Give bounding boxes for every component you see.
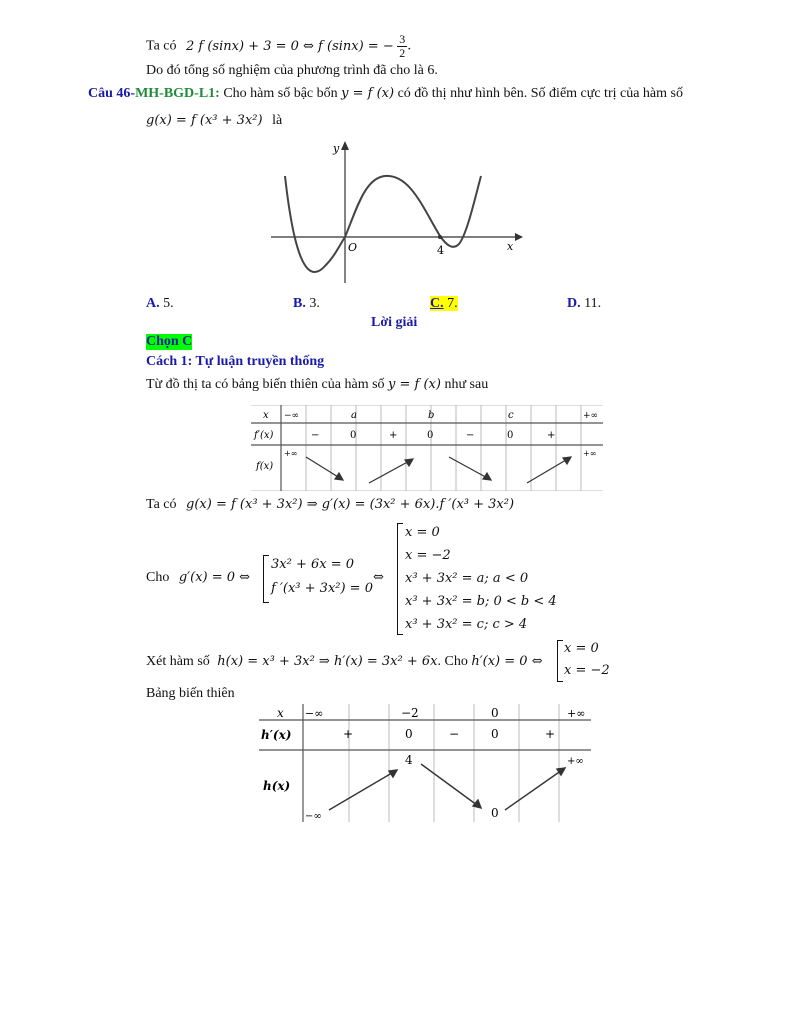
t2-h-neginf: −∞ xyxy=(305,811,322,822)
solution-heading: Lời giải xyxy=(371,315,418,330)
ta-co-text: Ta có xyxy=(146,497,177,512)
x-axis-arrow xyxy=(515,233,523,241)
t2-hp-label: h′(x) xyxy=(261,728,292,742)
t1-fp-3: 0 xyxy=(427,430,434,441)
system-2-eq-3: x³ + 3x² = a; a < 0 xyxy=(405,571,529,586)
chosen-answer: Chọn C xyxy=(146,334,193,349)
t1-x-b: b xyxy=(428,410,435,421)
tick-label-4: 4 xyxy=(437,244,444,257)
iff-symbol: ⇔ xyxy=(373,570,384,585)
t2-h-max: 4 xyxy=(405,753,413,767)
answer-letter: D. xyxy=(567,296,581,311)
answer-value: 3. xyxy=(309,296,320,311)
intro-math: y = f (x) xyxy=(388,377,441,392)
cho-line xyxy=(146,570,250,586)
prev-equation: 2 f (sinx) + 3 = 0 ⇔ f (sinx) = − xyxy=(186,38,394,54)
frac-num: 3 xyxy=(399,32,406,46)
answer-letter: C. xyxy=(430,296,444,311)
system-3-bracket xyxy=(557,640,563,682)
cho-text: Cho xyxy=(146,570,170,585)
answer-c[interactable] xyxy=(430,296,458,312)
question-text-1: Cho hàm số bậc bốn xyxy=(223,86,338,101)
quartic-curve xyxy=(285,176,481,272)
system-2-bracket xyxy=(397,523,403,635)
t2-x-posinf: +∞ xyxy=(567,707,586,720)
y-axis-label: y xyxy=(333,142,340,155)
t1-fp-4: − xyxy=(466,430,475,441)
t1-f-end: +∞ xyxy=(583,449,597,458)
t1-x-c: c xyxy=(508,410,514,421)
answer-highlight xyxy=(430,296,458,311)
answer-a[interactable] xyxy=(146,296,174,312)
t1-fp-1: 0 xyxy=(350,430,357,441)
question-header xyxy=(88,86,683,102)
t1-arrowhead xyxy=(563,457,571,464)
question-code: MH-BGD-L1: xyxy=(135,86,220,101)
system-1-bracket xyxy=(263,555,269,603)
solution-intro xyxy=(146,377,488,393)
question-math-2: g(x) = f (x³ + 3x²) xyxy=(146,113,263,128)
variation-table-h xyxy=(259,704,591,822)
t1-fp-label: f′(x) xyxy=(254,430,274,441)
t1-x-a: a xyxy=(351,410,357,421)
answer-b[interactable] xyxy=(293,296,320,312)
bbt-label: Bảng biến thiên xyxy=(146,686,235,701)
t2-arrow-up-2 xyxy=(505,768,565,810)
t1-fp-6: + xyxy=(547,430,556,441)
system-2-eq-4: x³ + 3x² = b; 0 < b < 4 xyxy=(405,594,557,609)
prev-fraction xyxy=(397,33,407,60)
t1-fp-2: + xyxy=(389,430,398,441)
x-axis-label: x xyxy=(507,240,514,253)
xet-line xyxy=(146,654,543,670)
xet-cho-equation: h′(x) = 0 ⇔ xyxy=(471,654,543,669)
t2-x-neginf: −∞ xyxy=(305,707,324,720)
t2-arrow-down xyxy=(421,764,481,808)
t1-x-posinf: +∞ xyxy=(583,411,599,421)
t1-x-label: x xyxy=(263,410,269,421)
question-text-3: là xyxy=(272,113,283,128)
system-1-eq-2: f ′(x³ + 3x²) = 0 xyxy=(271,581,373,596)
t2-hp-1: 0 xyxy=(405,727,413,741)
question-math-1: y = f (x) xyxy=(341,86,395,101)
t2-x-label: x xyxy=(277,706,284,720)
answer-d[interactable] xyxy=(567,296,601,312)
t1-fp-0: − xyxy=(311,430,320,441)
t2-arrowhead xyxy=(557,768,565,775)
t2-h-min: 0 xyxy=(491,806,499,820)
xet-equation: h(x) = x³ + 3x² ⇒ h′(x) = 3x² + 6x xyxy=(217,654,438,669)
t2-hp-4: + xyxy=(545,727,556,741)
system-3-eq-2: x = −2 xyxy=(564,663,610,678)
intro-end: như sau xyxy=(444,377,489,392)
function-graph xyxy=(265,138,525,288)
answer-letter: B. xyxy=(293,296,306,311)
variation-table-f xyxy=(251,405,603,491)
t2-h-label: h(x) xyxy=(263,779,291,793)
t2-x-0: 0 xyxy=(491,706,499,720)
derivative-equation: g(x) = f (x³ + 3x²) ⇒ g′(x) = (3x² + 6x).f ′(x³ + 3x²) xyxy=(186,497,515,512)
answer-value: 11. xyxy=(584,296,602,311)
question-number: Câu 46- xyxy=(88,86,136,101)
t1-arrowhead xyxy=(483,473,491,480)
system-2-eq-5: x³ + 3x² = c; c > 4 xyxy=(405,617,528,632)
answer-value: 7. xyxy=(447,296,458,311)
method-title: Cách 1: Tự luận truyền thống xyxy=(146,354,325,369)
t2-arrowhead xyxy=(389,770,397,777)
prev-line-2: Do đó tổng số nghiệm của phương trình đã cho là 6. xyxy=(146,63,438,78)
t2-arrow-up-1 xyxy=(329,770,397,810)
point-4 xyxy=(438,235,442,239)
xet-text: Xét hàm số xyxy=(146,654,210,669)
system-1-eq-1: 3x² + 6x = 0 xyxy=(271,557,355,572)
t1-fp-5: 0 xyxy=(507,430,514,441)
y-axis-arrow xyxy=(341,141,349,150)
t2-hp-0: + xyxy=(343,727,354,741)
cho-equation: g′(x) = 0 ⇔ xyxy=(178,570,251,585)
derivative-line xyxy=(146,497,514,513)
question-text-2: có đồ thị như hình bên. Số điểm cực trị của hàm số xyxy=(397,86,683,101)
t2-hp-2: − xyxy=(449,727,460,741)
prev-text: Ta có xyxy=(146,38,177,54)
t2-x-neg2: −2 xyxy=(401,706,419,720)
origin-label: O xyxy=(348,241,358,254)
t2-h-posinf: +∞ xyxy=(567,756,584,767)
system-2-eq-2: x = −2 xyxy=(405,548,451,563)
question-line-2 xyxy=(146,113,282,129)
answer-value: 5. xyxy=(163,296,174,311)
answer-letter: A. xyxy=(146,296,160,311)
t2-hp-3: 0 xyxy=(491,727,499,741)
t1-f-start: +∞ xyxy=(284,449,298,458)
prev-line-1: Ta có 2 f (sinx) + 3 = 0 ⇔ f (sinx) = − $\frac{3}{2}$ . xyxy=(146,32,412,60)
t1-f-label: f(x) xyxy=(256,461,274,472)
intro-text: Từ đồ thị ta có bảng biến thiên của hàm số xyxy=(146,377,385,392)
system-3-eq-1: x = 0 xyxy=(564,641,599,656)
t1-arrowhead xyxy=(335,473,343,480)
system-2-eq-1: x = 0 xyxy=(405,525,440,540)
xet-cho: . Cho xyxy=(437,654,468,669)
t1-x-neginf: −∞ xyxy=(284,411,300,421)
frac-den: 2 xyxy=(399,46,406,60)
